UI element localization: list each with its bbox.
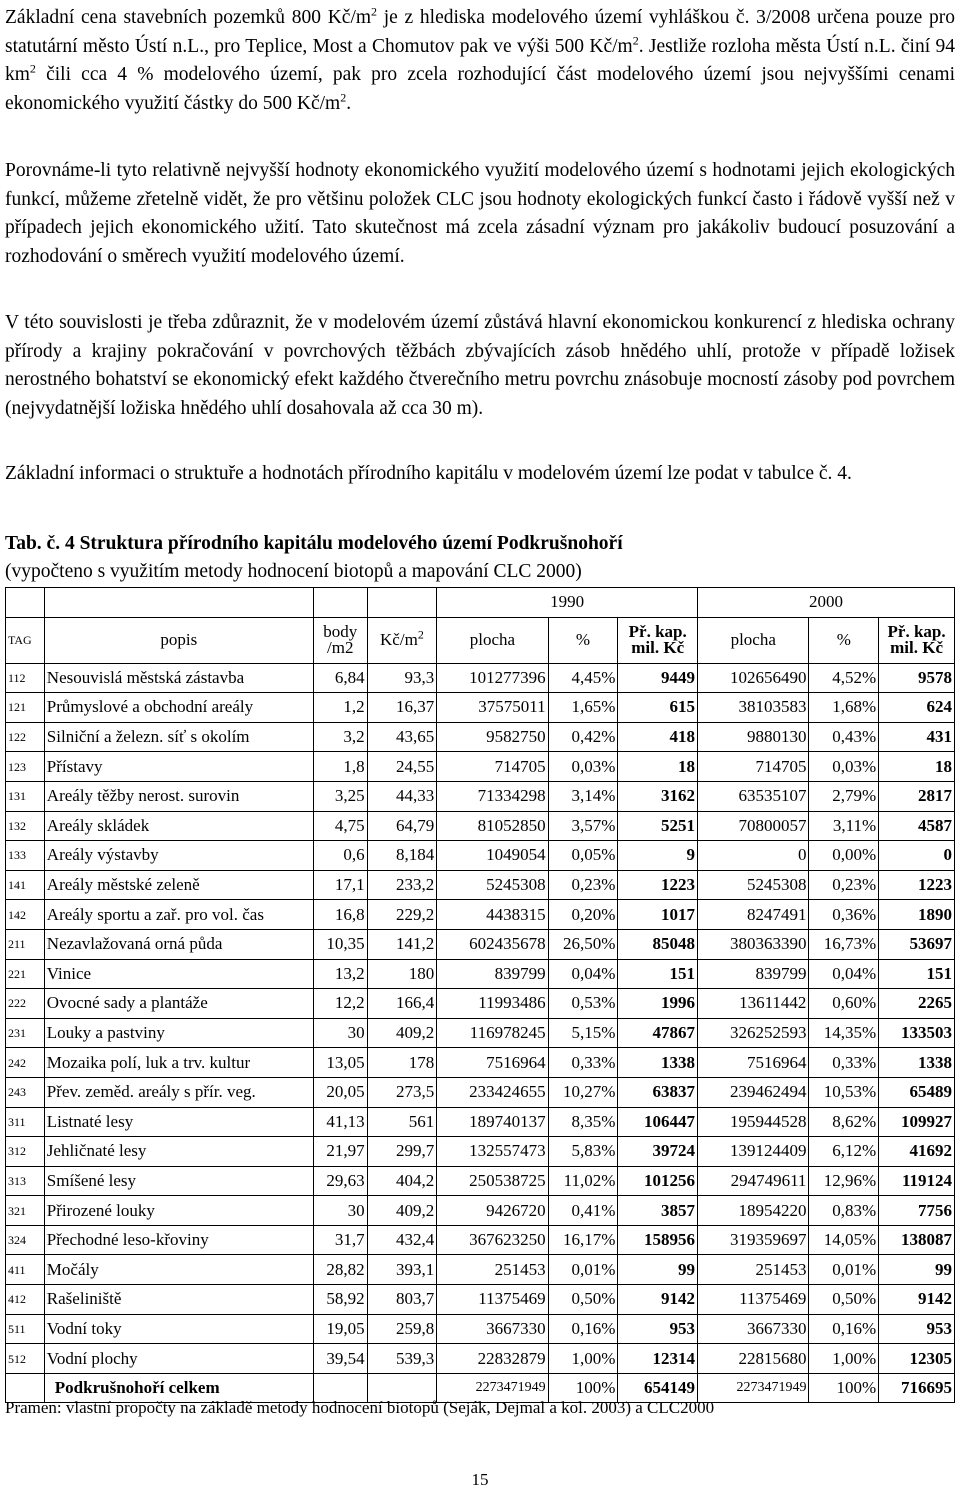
row-kc: 432,4 — [367, 1225, 437, 1255]
row-prk-2000: 7756 — [879, 1196, 955, 1226]
row-pct-2000: 0,00% — [809, 841, 879, 871]
table-row — [6, 781, 955, 811]
row-body: 3,2 — [313, 722, 367, 752]
row-prk-2000: 41692 — [879, 1137, 955, 1167]
row-pct-1990: 0,23% — [548, 870, 618, 900]
row-kc: 273,5 — [367, 1077, 437, 1107]
row-plocha-1990: 251453 — [437, 1255, 548, 1285]
row-pct-2000: 3,11% — [809, 811, 879, 841]
row-kc: 16,37 — [367, 693, 437, 723]
row-plocha-1990: 367623250 — [437, 1225, 548, 1255]
table-row — [6, 1137, 955, 1167]
row-tag: 123 — [6, 752, 45, 782]
row-pct-2000: 2,79% — [809, 781, 879, 811]
row-body: 21,97 — [313, 1137, 367, 1167]
table-row — [6, 1285, 955, 1315]
row-plocha-1990: 11375469 — [437, 1285, 548, 1315]
row-prk-1990: 418 — [618, 722, 698, 752]
row-tag: 142 — [6, 900, 45, 930]
row-prk-2000: 431 — [879, 722, 955, 752]
row-description: Ovocné sady a plantáže — [44, 989, 313, 1019]
row-description: Areály těžby nerost. surovin — [44, 781, 313, 811]
table-row — [6, 870, 955, 900]
row-plocha-2000: 13611442 — [698, 989, 809, 1019]
table-row — [6, 900, 955, 930]
source-note: Pramen: vlastní propočty na základě metody hodnocení biotopů (Seják, Dejmal a kol. 2003) a CLC2000 — [5, 1398, 715, 1417]
table-row — [6, 1196, 955, 1226]
row-kc: 178 — [367, 1048, 437, 1078]
row-pct-1990: 0,53% — [548, 989, 618, 1019]
total-pct-1990: 100% — [548, 1373, 618, 1403]
row-tag: 242 — [6, 1048, 45, 1078]
row-pct-1990: 10,27% — [548, 1077, 618, 1107]
row-pct-1990: 26,50% — [548, 929, 618, 959]
row-body: 30 — [313, 1196, 367, 1226]
row-tag: 324 — [6, 1225, 45, 1255]
row-description: Přístavy — [44, 752, 313, 782]
row-tag: 321 — [6, 1196, 45, 1226]
row-plocha-2000: 380363390 — [698, 929, 809, 959]
table-row — [6, 959, 955, 989]
row-pct-1990: 0,01% — [548, 1255, 618, 1285]
total-prk-1990: 654149 — [618, 1373, 698, 1403]
row-prk-2000: 953 — [879, 1314, 955, 1344]
row-body: 39,54 — [313, 1344, 367, 1374]
row-plocha-1990: 81052850 — [437, 811, 548, 841]
row-pct-1990: 16,17% — [548, 1225, 618, 1255]
row-pct-1990: 5,15% — [548, 1018, 618, 1048]
row-pct-2000: 0,60% — [809, 989, 879, 1019]
row-kc: 393,1 — [367, 1255, 437, 1285]
row-kc: 404,2 — [367, 1166, 437, 1196]
row-tag: 512 — [6, 1344, 45, 1374]
row-prk-2000: 9142 — [879, 1285, 955, 1315]
table-row — [6, 752, 955, 782]
table-title: Tab. č. 4 Struktura přírodního kapitálu modelového území Podkrušnohoří — [5, 533, 623, 554]
row-pct-1990: 0,04% — [548, 959, 618, 989]
row-description: Jehličnaté lesy — [44, 1137, 313, 1167]
row-pct-1990: 0,42% — [548, 722, 618, 752]
col-plocha-2000: plocha — [698, 617, 809, 663]
row-prk-2000: 1338 — [879, 1048, 955, 1078]
row-description: Přirozené louky — [44, 1196, 313, 1226]
header-row-years — [6, 588, 955, 618]
row-description: Vodní toky — [44, 1314, 313, 1344]
col-pct-2000: % — [809, 617, 879, 663]
row-body: 13,2 — [313, 959, 367, 989]
row-pct-1990: 1,00% — [548, 1344, 618, 1374]
row-pct-1990: 3,57% — [548, 811, 618, 841]
row-plocha-2000: 5245308 — [698, 870, 809, 900]
row-pct-2000: 16,73% — [809, 929, 879, 959]
row-tag: 211 — [6, 929, 45, 959]
row-body: 41,13 — [313, 1107, 367, 1137]
row-plocha-1990: 37575011 — [437, 693, 548, 723]
row-prk-1990: 47867 — [618, 1018, 698, 1048]
row-kc: 166,4 — [367, 989, 437, 1019]
row-pct-2000: 0,33% — [809, 1048, 879, 1078]
row-pct-1990: 0,16% — [548, 1314, 618, 1344]
row-plocha-1990: 116978245 — [437, 1018, 548, 1048]
total-plocha-2000: 2273471949 — [698, 1373, 809, 1403]
row-pct-2000: 0,50% — [809, 1285, 879, 1315]
row-pct-2000: 1,68% — [809, 693, 879, 723]
row-prk-1990: 615 — [618, 693, 698, 723]
row-plocha-2000: 102656490 — [698, 663, 809, 693]
row-pct-1990: 0,41% — [548, 1196, 618, 1226]
row-plocha-1990: 4438315 — [437, 900, 548, 930]
row-plocha-2000: 326252593 — [698, 1018, 809, 1048]
row-pct-1990: 8,35% — [548, 1107, 618, 1137]
table-row — [6, 722, 955, 752]
row-plocha-1990: 71334298 — [437, 781, 548, 811]
row-tag: 312 — [6, 1137, 45, 1167]
row-body: 28,82 — [313, 1255, 367, 1285]
row-tag: 222 — [6, 989, 45, 1019]
row-prk-1990: 99 — [618, 1255, 698, 1285]
row-pct-2000: 0,36% — [809, 900, 879, 930]
table-subtitle: (vypočteno s využitím metody hodnocení biotopů a mapování CLC 2000) — [5, 561, 582, 582]
row-plocha-2000: 8247491 — [698, 900, 809, 930]
row-prk-2000: 138087 — [879, 1225, 955, 1255]
total-prk-2000: 716695 — [879, 1373, 955, 1403]
row-prk-2000: 65489 — [879, 1077, 955, 1107]
row-pct-2000: 0,01% — [809, 1255, 879, 1285]
row-body: 29,63 — [313, 1166, 367, 1196]
row-pct-2000: 0,23% — [809, 870, 879, 900]
year-2000: 2000 — [698, 588, 955, 618]
row-description: Silniční a železn. síť s okolím — [44, 722, 313, 752]
row-tag: 121 — [6, 693, 45, 723]
natural-capital-table — [5, 587, 955, 1403]
row-kc: 8,184 — [367, 841, 437, 871]
row-body: 10,35 — [313, 929, 367, 959]
row-pct-2000: 0,43% — [809, 722, 879, 752]
row-pct-2000: 14,35% — [809, 1018, 879, 1048]
row-plocha-1990: 9426720 — [437, 1196, 548, 1226]
total-label: Podkrušnohoří celkem — [44, 1373, 313, 1403]
table-row — [6, 1166, 955, 1196]
row-pct-1990: 4,45% — [548, 663, 618, 693]
row-prk-1990: 63837 — [618, 1077, 698, 1107]
row-prk-1990: 101256 — [618, 1166, 698, 1196]
row-tag: 313 — [6, 1166, 45, 1196]
row-prk-2000: 99 — [879, 1255, 955, 1285]
row-plocha-2000: 0 — [698, 841, 809, 871]
row-pct-2000: 1,00% — [809, 1344, 879, 1374]
row-description: Louky a pastviny — [44, 1018, 313, 1048]
row-body: 19,05 — [313, 1314, 367, 1344]
row-prk-2000: 12305 — [879, 1344, 955, 1374]
row-prk-1990: 3857 — [618, 1196, 698, 1226]
row-prk-1990: 9142 — [618, 1285, 698, 1315]
row-description: Průmyslové a obchodní areály — [44, 693, 313, 723]
row-plocha-2000: 839799 — [698, 959, 809, 989]
page-number: 15 — [471, 1470, 489, 1489]
row-pct-2000: 0,04% — [809, 959, 879, 989]
row-kc: 43,65 — [367, 722, 437, 752]
row-body: 30 — [313, 1018, 367, 1048]
row-body: 16,8 — [313, 900, 367, 930]
row-prk-2000: 624 — [879, 693, 955, 723]
row-kc: 259,8 — [367, 1314, 437, 1344]
row-tag: 133 — [6, 841, 45, 871]
row-tag: 412 — [6, 1285, 45, 1315]
row-body: 6,84 — [313, 663, 367, 693]
row-tag: 131 — [6, 781, 45, 811]
row-prk-2000: 109927 — [879, 1107, 955, 1137]
row-pct-1990: 1,65% — [548, 693, 618, 723]
row-description: Areály městské zeleně — [44, 870, 313, 900]
row-tag: 141 — [6, 870, 45, 900]
row-tag: 231 — [6, 1018, 45, 1048]
row-description: Močály — [44, 1255, 313, 1285]
row-prk-1990: 3162 — [618, 781, 698, 811]
table-row — [6, 841, 955, 871]
row-prk-1990: 1996 — [618, 989, 698, 1019]
row-prk-2000: 0 — [879, 841, 955, 871]
row-body: 58,92 — [313, 1285, 367, 1315]
row-description: Mozaika polí, luk a trv. kultur — [44, 1048, 313, 1078]
row-pct-2000: 6,12% — [809, 1137, 879, 1167]
row-pct-2000: 0,83% — [809, 1196, 879, 1226]
row-description: Listnaté lesy — [44, 1107, 313, 1137]
row-description: Smíšené lesy — [44, 1166, 313, 1196]
row-plocha-2000: 9880130 — [698, 722, 809, 752]
row-prk-1990: 106447 — [618, 1107, 698, 1137]
table-row — [6, 1048, 955, 1078]
row-prk-2000: 9578 — [879, 663, 955, 693]
year-1990: 1990 — [437, 588, 698, 618]
row-plocha-1990: 189740137 — [437, 1107, 548, 1137]
table-row — [6, 1225, 955, 1255]
row-description: Rašeliniště — [44, 1285, 313, 1315]
row-plocha-1990: 132557473 — [437, 1137, 548, 1167]
table-row — [6, 811, 955, 841]
row-body: 17,1 — [313, 870, 367, 900]
row-plocha-2000: 251453 — [698, 1255, 809, 1285]
col-kc: $Kč/m^2$ — [367, 617, 437, 663]
row-prk-2000: 119124 — [879, 1166, 955, 1196]
row-pct-1990: 11,02% — [548, 1166, 618, 1196]
row-prk-1990: 12314 — [618, 1344, 698, 1374]
row-plocha-1990: 7516964 — [437, 1048, 548, 1078]
row-body: 12,2 — [313, 989, 367, 1019]
row-prk-2000: 151 — [879, 959, 955, 989]
paragraph-4: Základní informaci o struktuře a hodnotách přírodního kapitálu v modelovém území lze podat v tabulce č. 4. — [5, 463, 852, 484]
row-plocha-1990: 11993486 — [437, 989, 548, 1019]
row-prk-1990: 1338 — [618, 1048, 698, 1078]
row-plocha-2000: 7516964 — [698, 1048, 809, 1078]
row-tag: 511 — [6, 1314, 45, 1344]
table-row — [6, 1255, 955, 1285]
col-plocha-1990: plocha — [437, 617, 548, 663]
row-body: 4,75 — [313, 811, 367, 841]
row-prk-1990: 39724 — [618, 1137, 698, 1167]
row-prk-1990: 1223 — [618, 870, 698, 900]
row-plocha-2000: 195944528 — [698, 1107, 809, 1137]
total-pct-2000: 100% — [809, 1373, 879, 1403]
row-prk-2000: 2265 — [879, 989, 955, 1019]
header-row-columns — [6, 617, 955, 663]
row-pct-2000: 10,53% — [809, 1077, 879, 1107]
row-description: Areály skládek — [44, 811, 313, 841]
row-plocha-2000: 18954220 — [698, 1196, 809, 1226]
table-row — [6, 1018, 955, 1048]
row-prk-2000: 53697 — [879, 929, 955, 959]
row-kc: 141,2 — [367, 929, 437, 959]
row-prk-1990: 85048 — [618, 929, 698, 959]
row-kc: 229,2 — [367, 900, 437, 930]
row-description: Přev. zeměd. areály s přír. veg. — [44, 1077, 313, 1107]
row-body: 1,8 — [313, 752, 367, 782]
row-tag: 411 — [6, 1255, 45, 1285]
row-plocha-1990: 714705 — [437, 752, 548, 782]
row-pct-1990: 0,33% — [548, 1048, 618, 1078]
table-row — [6, 1344, 955, 1374]
row-tag: 221 — [6, 959, 45, 989]
table-wrapper — [5, 587, 955, 1403]
paragraph-2: Porovnáme-li tyto relativně nejvyšší hodnoty ekonomického využití modelového území s hodnotami jejich ekologických funkcí, můžeme zřetelně vidět, že pro většinu položek CLC jsou hodnoty ekologických funkcí často i řádově vyšší než v případech jejich ekonomického užití. Tato skutečnost má zcela zásadní význam pro jakákoliv budoucí posuzování a rozhodování o směrech využití modelového území. — [5, 160, 955, 267]
table-caption — [5, 530, 960, 586]
row-prk-2000: 1890 — [879, 900, 955, 930]
row-prk-2000: 4587 — [879, 811, 955, 841]
row-kc: 93,3 — [367, 663, 437, 693]
row-plocha-2000: 139124409 — [698, 1137, 809, 1167]
total-plocha-1990: 2273471949 — [437, 1373, 548, 1403]
row-prk-1990: 9 — [618, 841, 698, 871]
row-description: Nezavlažovaná orná půda — [44, 929, 313, 959]
row-plocha-1990: 9582750 — [437, 722, 548, 752]
row-body: 3,25 — [313, 781, 367, 811]
row-description: Areály sportu a zař. pro vol. čas — [44, 900, 313, 930]
row-tag: 311 — [6, 1107, 45, 1137]
table-row — [6, 929, 955, 959]
row-body: 31,7 — [313, 1225, 367, 1255]
row-pct-1990: 3,14% — [548, 781, 618, 811]
col-prk-1990: Př. kap. mil. Kč — [618, 617, 698, 663]
row-pct-1990: 5,83% — [548, 1137, 618, 1167]
row-prk-1990: 5251 — [618, 811, 698, 841]
table-row — [6, 989, 955, 1019]
row-prk-1990: 18 — [618, 752, 698, 782]
row-plocha-2000: 11375469 — [698, 1285, 809, 1315]
row-plocha-2000: 70800057 — [698, 811, 809, 841]
row-pct-2000: 14,05% — [809, 1225, 879, 1255]
col-tag: TAG — [6, 617, 45, 663]
row-tag: 243 — [6, 1077, 45, 1107]
row-pct-1990: 0,05% — [548, 841, 618, 871]
row-pct-1990: 0,20% — [548, 900, 618, 930]
row-body: 0,6 — [313, 841, 367, 871]
row-pct-1990: 0,50% — [548, 1285, 618, 1315]
row-kc: 539,3 — [367, 1344, 437, 1374]
row-prk-2000: 18 — [879, 752, 955, 782]
col-popis: popis — [44, 617, 313, 663]
table-body — [6, 663, 955, 1373]
row-plocha-1990: 101277396 — [437, 663, 548, 693]
row-prk-2000: 2817 — [879, 781, 955, 811]
row-prk-1990: 9449 — [618, 663, 698, 693]
row-plocha-2000: 239462494 — [698, 1077, 809, 1107]
row-kc: 803,7 — [367, 1285, 437, 1315]
paragraph-1: Základní cena stavebních pozemků 800 $Kč/m^2$ je z hlediska modelového území vyhláškou č. 3/2008 určena pouze pro statutární město Ústí n.L., pro Teplice, Most a Chomutov pak ve výši 500 $Kč/m^2$. Jestliže rozloha města Ústí n.L. činí 94 $km^2$ čili cca 4 % modelového území, pak pro zcela rozhodující část modelového území jsou nejvyššími cenami ekonomického využití částky do 500 $Kč/m^2$. — [5, 4, 955, 114]
row-plocha-2000: 319359697 — [698, 1225, 809, 1255]
row-tag: 122 — [6, 722, 45, 752]
row-plocha-2000: 22815680 — [698, 1344, 809, 1374]
col-pct-1990: % — [548, 617, 618, 663]
row-kc: 24,55 — [367, 752, 437, 782]
row-prk-1990: 158956 — [618, 1225, 698, 1255]
row-body: 20,05 — [313, 1077, 367, 1107]
table-row — [6, 693, 955, 723]
row-pct-2000: 8,62% — [809, 1107, 879, 1137]
row-kc: 180 — [367, 959, 437, 989]
row-body: 1,2 — [313, 693, 367, 723]
row-plocha-1990: 5245308 — [437, 870, 548, 900]
row-pct-2000: 12,96% — [809, 1166, 879, 1196]
row-prk-2000: 133503 — [879, 1018, 955, 1048]
row-prk-1990: 1017 — [618, 900, 698, 930]
row-kc: 299,7 — [367, 1137, 437, 1167]
row-tag: 132 — [6, 811, 45, 841]
row-body: 13,05 — [313, 1048, 367, 1078]
row-plocha-1990: 1049054 — [437, 841, 548, 871]
row-kc: 44,33 — [367, 781, 437, 811]
row-prk-1990: 953 — [618, 1314, 698, 1344]
row-plocha-1990: 3667330 — [437, 1314, 548, 1344]
row-plocha-1990: 233424655 — [437, 1077, 548, 1107]
paragraph-3: V této souvislosti je třeba zdůraznit, že v modelovém území zůstává hlavní ekonomickou konkurencí z hlediska ochrany přírody a krajiny pokračování v povrchových těžbách zbývajících zásob hnědého uhlí, protože v případě ložisek nerostného bohatství se ekonomický efekt každého čtverečního metru povrchu znásobuje mocností zásoby pod povrchem (nejvydatnější ložiska hnědého uhlí dosahovala až cca 30 m). — [5, 312, 955, 419]
row-prk-2000: 1223 — [879, 870, 955, 900]
row-plocha-2000: 714705 — [698, 752, 809, 782]
table-row — [6, 1107, 955, 1137]
row-pct-2000: 0,03% — [809, 752, 879, 782]
row-plocha-2000: 3667330 — [698, 1314, 809, 1344]
row-plocha-1990: 839799 — [437, 959, 548, 989]
row-plocha-2000: 63535107 — [698, 781, 809, 811]
row-kc: 64,79 — [367, 811, 437, 841]
row-description: Vodní plochy — [44, 1344, 313, 1374]
row-description: Areály výstavby — [44, 841, 313, 871]
row-pct-1990: 0,03% — [548, 752, 618, 782]
row-plocha-1990: 602435678 — [437, 929, 548, 959]
row-tag: 112 — [6, 663, 45, 693]
table-row — [6, 663, 955, 693]
row-plocha-2000: 38103583 — [698, 693, 809, 723]
table-row — [6, 1314, 955, 1344]
row-plocha-1990: 250538725 — [437, 1166, 548, 1196]
row-kc: 409,2 — [367, 1196, 437, 1226]
row-pct-2000: 0,16% — [809, 1314, 879, 1344]
col-prk-2000: Př. kap. mil. Kč — [879, 617, 955, 663]
row-pct-2000: 4,52% — [809, 663, 879, 693]
table-row — [6, 1077, 955, 1107]
row-description: Nesouvislá městská zástavba — [44, 663, 313, 693]
row-kc: 233,2 — [367, 870, 437, 900]
row-kc: 409,2 — [367, 1018, 437, 1048]
row-description: Přechodné leso-křoviny — [44, 1225, 313, 1255]
row-kc: 561 — [367, 1107, 437, 1137]
col-body: body /m2 — [313, 617, 367, 663]
row-plocha-2000: 294749611 — [698, 1166, 809, 1196]
row-plocha-1990: 22832879 — [437, 1344, 548, 1374]
row-prk-1990: 151 — [618, 959, 698, 989]
row-description: Vinice — [44, 959, 313, 989]
